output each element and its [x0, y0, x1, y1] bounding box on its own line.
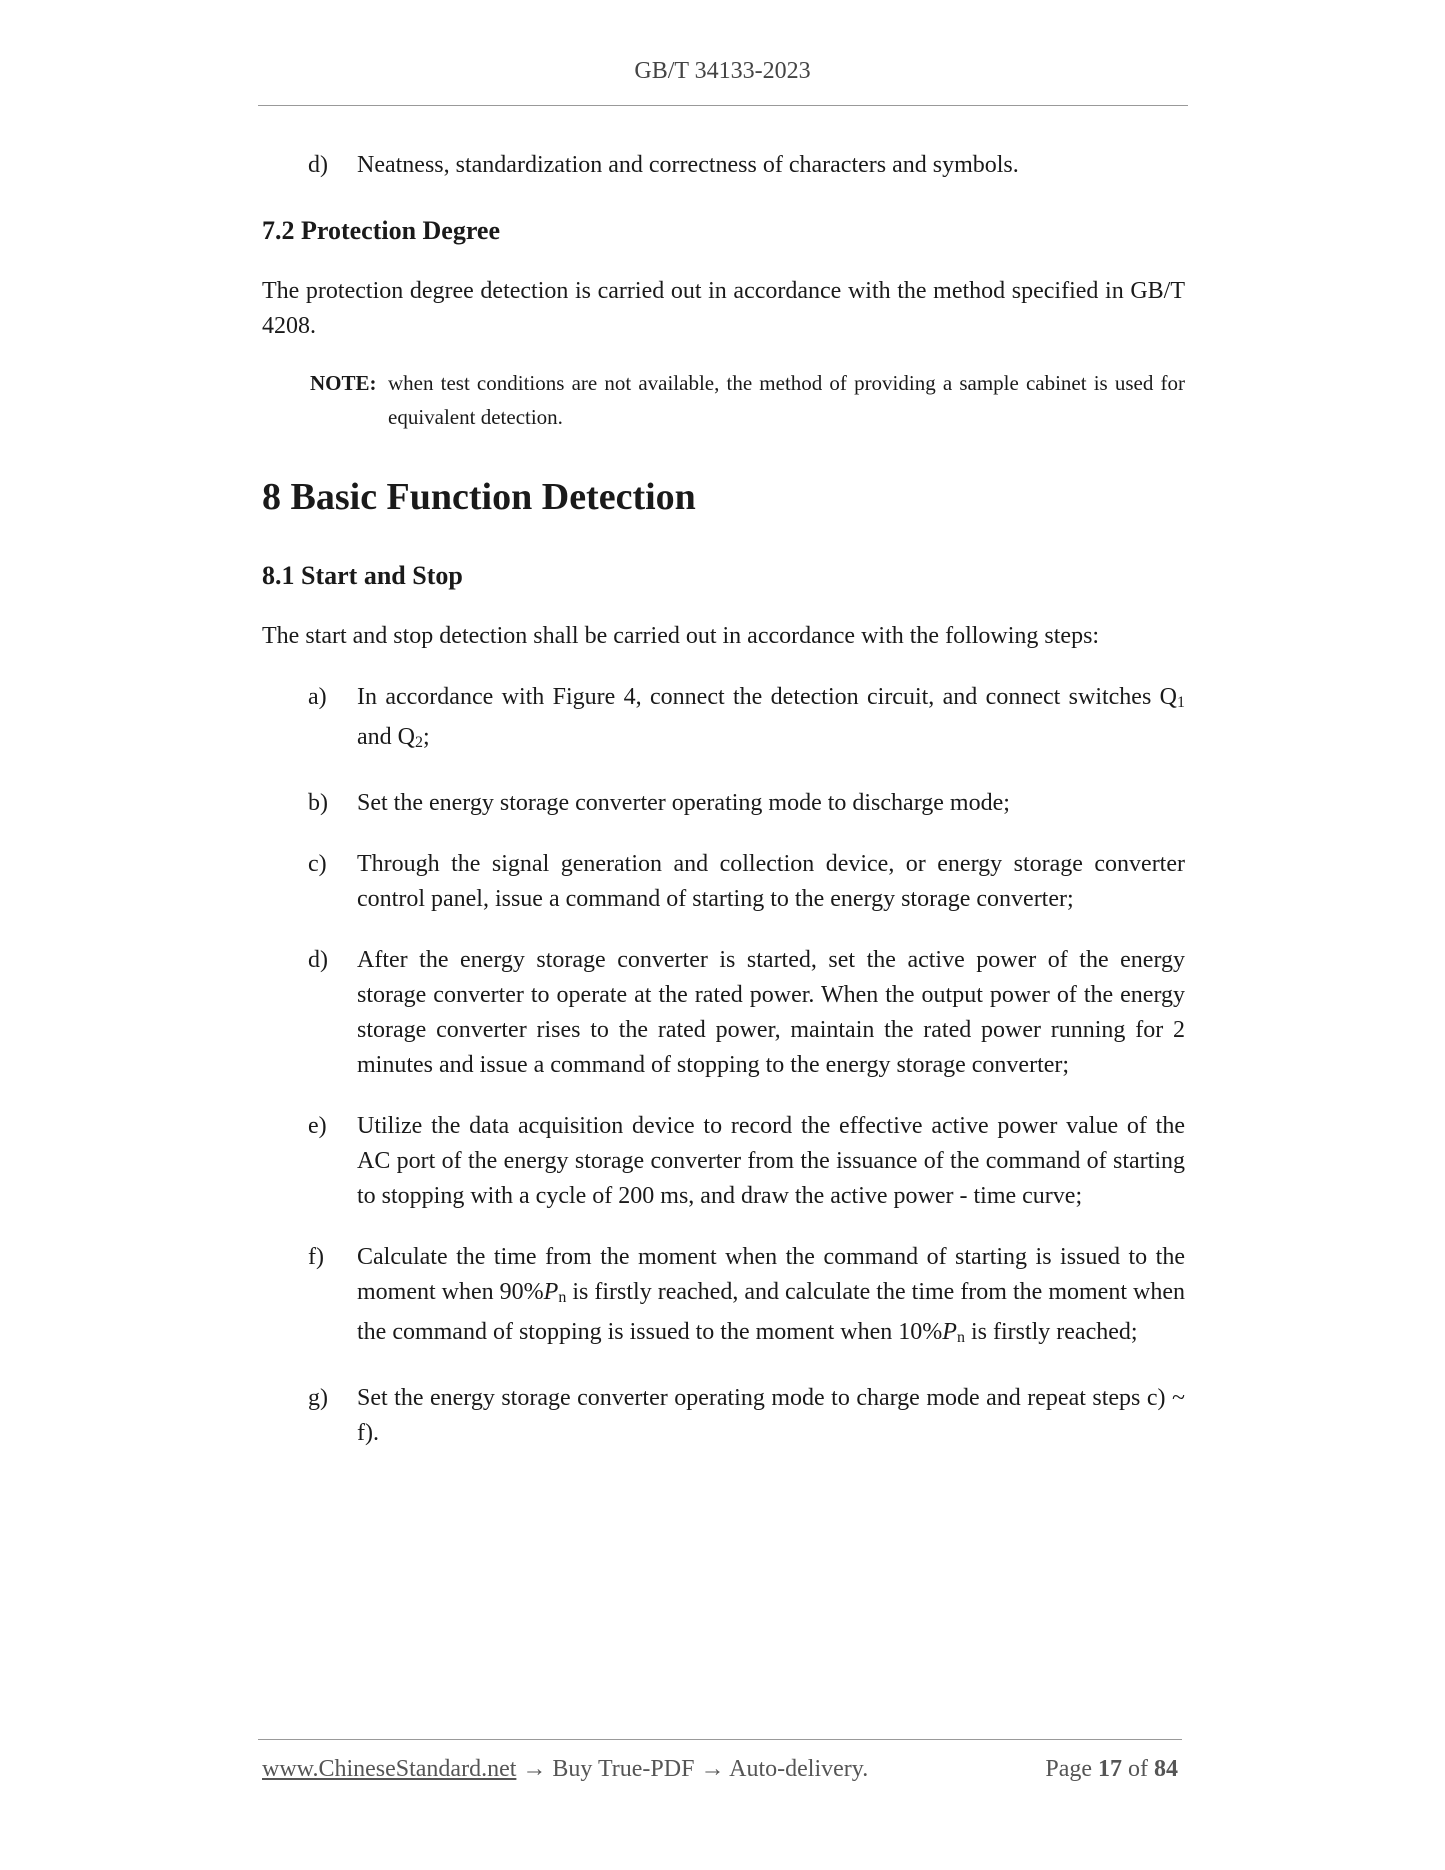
list-item-text: Neatness, standardization and correctness of characters and symbols. — [357, 152, 1019, 178]
delivery-text: Auto-delivery. — [729, 1756, 869, 1782]
section-heading-7-2: 7.2 Protection Degree — [262, 216, 500, 245]
footer-promo — [262, 1756, 868, 1783]
list-marker: d) — [308, 947, 328, 973]
list-item — [262, 847, 1185, 917]
page-content — [262, 148, 1185, 1477]
list-item-text: Set the energy storage converter operating mode to charge mode and repeat steps c) ~ f). — [357, 1385, 1185, 1446]
chapter-heading-8: 8 Basic Function Detection — [262, 476, 696, 518]
list-marker: f) — [308, 1244, 324, 1270]
list-marker: d) — [308, 152, 328, 178]
list-item-text: Calculate the time from the moment when the command of starting is issued to the moment when 90%Pn is firstly reached, and calculate the time from the moment when the command of stopping is issued to the moment when 10%Pn is firstly reached; — [357, 1244, 1185, 1346]
buy-text: Buy True-PDF — [552, 1756, 695, 1782]
list-marker: e) — [308, 1113, 327, 1139]
page-indicator: Page 17 of 84 — [1045, 1756, 1178, 1782]
list-marker: a) — [308, 684, 327, 710]
list-item — [262, 148, 1185, 183]
paragraph: The protection degree detection is carried out in accordance with the method specified in GB/T 4208. — [262, 278, 1185, 339]
list-marker: b) — [308, 790, 328, 816]
footer-divider — [258, 1739, 1182, 1740]
list-item-text: Through the signal generation and collection device, or energy storage converter control panel, issue a command of starting to the energy storage converter; — [357, 851, 1185, 912]
note-block — [310, 366, 1185, 434]
list-item — [262, 680, 1185, 760]
arrow-right-icon: → — [522, 1756, 547, 1782]
header-standard-id: GB/T 34133-2023 — [634, 58, 811, 84]
total-pages: 84 — [1154, 1756, 1178, 1782]
arrow-right-icon: → — [700, 1756, 725, 1782]
note-text: when test conditions are not available, the method of providing a sample cabinet is used for equivalent detection. — [388, 371, 1185, 429]
note-label: NOTE: — [310, 371, 377, 395]
header-divider — [258, 105, 1188, 106]
list-item-text: After the energy storage converter is started, set the active power of the energy storage converter to operate at the rated power. When the output power of the energy storage converter rises to the rated power, maintain the rated power running for 2 minutes and issue a command of stopping to the energy storage converter; — [357, 947, 1185, 1078]
list-marker: c) — [308, 851, 327, 877]
list-item-text: In accordance with Figure 4, connect the detection circuit, and connect switches Q1 and Q2; — [357, 684, 1185, 751]
list-item — [262, 786, 1185, 821]
section-heading-8-1: 8.1 Start and Stop — [262, 561, 463, 590]
page-number: 17 — [1098, 1756, 1122, 1782]
list-item — [262, 1381, 1185, 1451]
paragraph: The start and stop detection shall be carried out in accordance with the following steps: — [262, 623, 1100, 649]
list-marker: g) — [308, 1385, 328, 1411]
site-link[interactable]: www.ChineseStandard.net — [262, 1756, 517, 1782]
list-item — [262, 1240, 1185, 1355]
list-item — [262, 1109, 1185, 1214]
list-item — [262, 943, 1185, 1083]
list-item-text: Utilize the data acquisition device to record the effective active power value of the AC port of the energy storage converter from the issuance of the command of starting to stopping with a cycle of 200 ms, and draw the active power - time curve; — [357, 1113, 1185, 1209]
list-item-text: Set the energy storage converter operating mode to discharge mode; — [357, 790, 1010, 816]
